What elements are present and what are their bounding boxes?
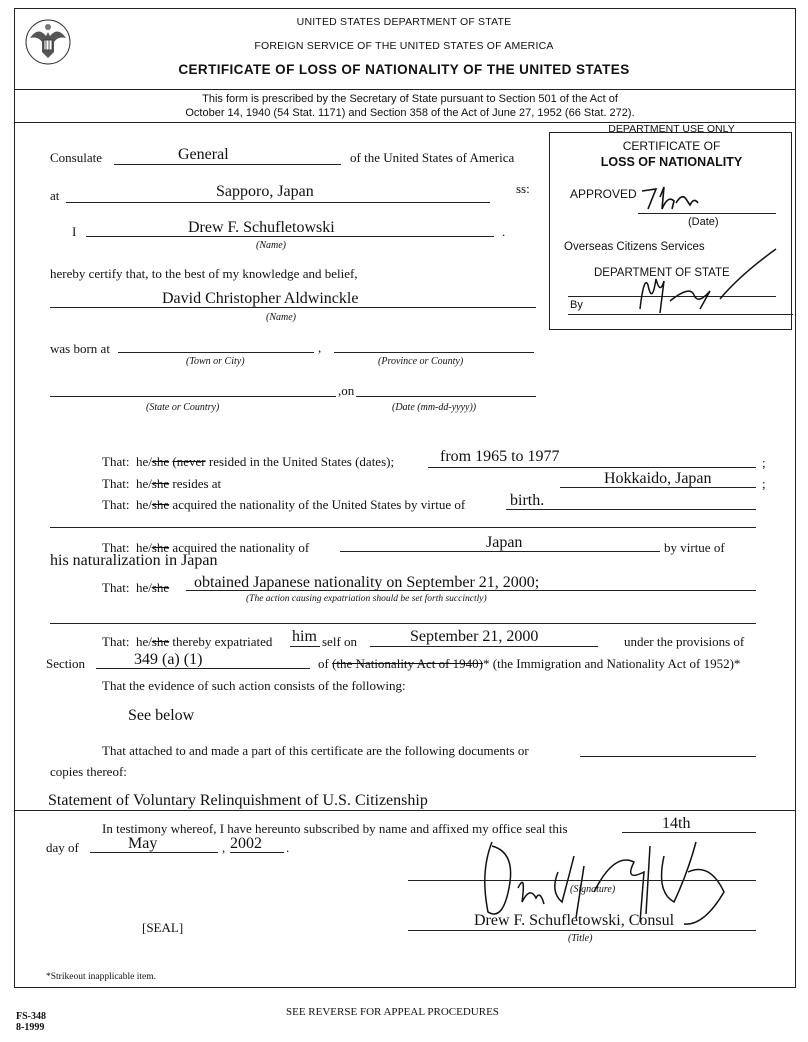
- year-period: .: [286, 840, 290, 855]
- of-usa-label: of the United States of America: [350, 150, 515, 165]
- that-label: That:: [102, 476, 130, 491]
- under-label: under the provisions of: [624, 634, 745, 649]
- province-line: [334, 352, 534, 353]
- form-date: 8-1999: [16, 1022, 45, 1033]
- thereby-label: thereby expatriated: [169, 634, 273, 649]
- department-use-box: [549, 123, 792, 330]
- resides-value: Hokkaido, Japan: [604, 470, 712, 487]
- resides-label: resides at: [169, 476, 222, 491]
- testimony-text: In testimony whereof, I have hereunto subscribed by name and affixed my office seal this: [102, 821, 568, 836]
- attached-label: That attached to and made a part of this certificate are the following documents or: [102, 743, 529, 758]
- of-label: of: [318, 656, 329, 671]
- resided-rest: resided in the United States (dates);: [205, 454, 395, 469]
- ocs-label: Overseas Citizens Services: [564, 241, 705, 253]
- divider: [14, 810, 796, 811]
- town-caption: (Town or City): [186, 356, 245, 367]
- at-line: [66, 202, 490, 203]
- month-value: May: [128, 835, 158, 852]
- he-label: he/: [135, 580, 152, 595]
- resided-line-text: [102, 454, 394, 470]
- subject-name-caption: (Name): [266, 312, 296, 323]
- form-number: FS-348: [16, 1011, 46, 1022]
- she-struck: she: [151, 580, 170, 595]
- ss-label: ss:: [516, 181, 530, 196]
- consulate-label: Consulate: [50, 150, 102, 165]
- approval-initials-signature: [638, 183, 708, 213]
- born-at-label: was born at: [50, 341, 110, 356]
- by-label: By: [570, 299, 583, 311]
- blank-line: [50, 527, 756, 528]
- self-on-label: self on: [322, 634, 358, 649]
- section-value: 349 (a) (1): [134, 651, 203, 668]
- never-struck: (never: [172, 454, 206, 469]
- acq-of-label: acquired the nationality of: [169, 540, 310, 555]
- title-caption: (Title): [568, 933, 593, 944]
- divider: [14, 89, 796, 90]
- resides-line-text: [102, 476, 221, 492]
- that-label: That:: [102, 540, 130, 555]
- town-line: [118, 352, 314, 353]
- he-label: he/: [135, 540, 152, 555]
- title-value: Drew F. Schufletowski, Consul: [474, 912, 675, 929]
- copies-label: copies thereof:: [50, 764, 127, 779]
- exp-date-value: September 21, 2000: [410, 628, 539, 645]
- state-line: [50, 396, 336, 397]
- date-label: (Date): [688, 216, 719, 228]
- him-line: [290, 646, 320, 647]
- he-label: he/: [135, 634, 152, 649]
- action-caption: (The action causing expatriation should be set forth succinctly): [246, 594, 487, 604]
- him-value: him: [292, 628, 317, 645]
- signature-caption: (Signature): [570, 884, 616, 895]
- resided-line: [428, 467, 756, 468]
- expatriated-line-text: [102, 634, 272, 650]
- approved-label: APPROVED: [570, 187, 637, 201]
- that-label: That:: [102, 497, 130, 512]
- that-label: That:: [102, 454, 130, 469]
- acq-us-label: acquired the nationality of the United States by virtue of: [169, 497, 466, 512]
- exp-date-line: [370, 646, 598, 647]
- by-virtue-label: by virtue of: [664, 540, 725, 555]
- date-comma: ,: [222, 840, 226, 855]
- prescribed-line-1: This form is prescribed by the Secretary of State pursuant to Section 501 of the Act of: [202, 93, 618, 105]
- at-label: at: [50, 188, 60, 203]
- i-label: I: [72, 224, 77, 239]
- name-period: .: [502, 224, 506, 239]
- day-value: 14th: [662, 815, 691, 832]
- she-struck: she: [151, 454, 170, 469]
- consulate-line: [114, 164, 341, 165]
- that-label: That:: [102, 634, 130, 649]
- section-acts: [318, 656, 740, 672]
- naturalization-value: his naturalization in Japan: [50, 552, 218, 569]
- prescribed-line-2: October 14, 1940 (54 Stat. 1171) and Section 358 of the Act of June 27, 1952 (66 Stat. 272).: [185, 107, 635, 119]
- attached-line: [580, 756, 756, 757]
- resided-value: from 1965 to 1977: [440, 448, 560, 465]
- she-struck: she: [151, 476, 170, 491]
- box-title-2: LOSS OF NATIONALITY: [600, 155, 743, 169]
- section-line: [96, 668, 310, 669]
- nationality-act-struck: (the Nationality Act of 1940): [332, 656, 484, 671]
- born-comma: ,: [318, 340, 322, 355]
- he-label: he/: [135, 454, 152, 469]
- subject-name-value: David Christopher Aldwinckle: [162, 290, 359, 307]
- ina-1952-label: * (the Immigration and Nationality Act of 1952)*: [483, 656, 741, 671]
- that-label: That:: [102, 580, 130, 595]
- day-of-label: day of: [46, 840, 79, 855]
- service-heading: FOREIGN SERVICE OF THE UNITED STATES OF AMERICA: [254, 40, 554, 52]
- signature-line: [408, 880, 756, 881]
- he-label: he/: [135, 476, 152, 491]
- she-struck: she: [151, 634, 170, 649]
- state-caption: (State or Country): [146, 402, 220, 413]
- evidence-label: That the evidence of such action consists of the following:: [102, 678, 406, 693]
- page-title: CERTIFICATE OF LOSS OF NATIONALITY OF THE UNITED STATES: [178, 62, 630, 77]
- see-below-value: See below: [128, 707, 195, 724]
- she-struck: she: [151, 540, 170, 555]
- on-label: ,on: [338, 383, 355, 398]
- acq-of-value: Japan: [486, 534, 523, 551]
- certify-text: hereby certify that, to the best of my knowledge and belief,: [50, 266, 358, 281]
- seal-label: [SEAL]: [142, 920, 184, 935]
- statement-value: Statement of Voluntary Relinquishment of U.S. Citizenship: [48, 792, 428, 809]
- approval-signature: [620, 245, 780, 315]
- certifier-name-value: Drew F. Schufletowski: [188, 219, 335, 236]
- dept-heading: UNITED STATES DEPARTMENT OF STATE: [296, 16, 512, 28]
- date-caption: (Date (mm-dd-yyyy)): [392, 402, 477, 413]
- see-reverse-note: SEE REVERSE FOR APPEAL PROCEDURES: [286, 1006, 499, 1018]
- she-struck: she: [151, 497, 170, 512]
- province-caption: (Province or County): [378, 356, 464, 367]
- name-caption: (Name): [256, 240, 286, 251]
- consulate-value: General: [178, 146, 229, 163]
- strikeout-note: *Strikeout inapplicable item.: [46, 972, 157, 982]
- title-line: [408, 930, 756, 931]
- approved-line: [638, 213, 776, 214]
- section-label: Section: [46, 656, 85, 671]
- dos-label: DEPARTMENT OF STATE: [594, 267, 730, 279]
- blank-line: [50, 623, 756, 624]
- box-title-1: CERTIFICATE OF: [622, 139, 721, 153]
- dept-use-header: DEPARTMENT USE ONLY: [608, 123, 735, 135]
- year-value: 2002: [230, 835, 262, 852]
- resides-semicolon: ;: [762, 476, 766, 491]
- date-line: [356, 396, 536, 397]
- action-line-text: [102, 580, 169, 596]
- he-label: he/: [135, 497, 152, 512]
- acq-us-value: birth.: [510, 492, 545, 509]
- action-value: obtained Japanese nationality on September 21, 2000;: [194, 574, 540, 591]
- at-value: Sapporo, Japan: [216, 183, 314, 200]
- resided-semicolon: ;: [762, 455, 766, 470]
- acq-us-line-text: [102, 497, 465, 513]
